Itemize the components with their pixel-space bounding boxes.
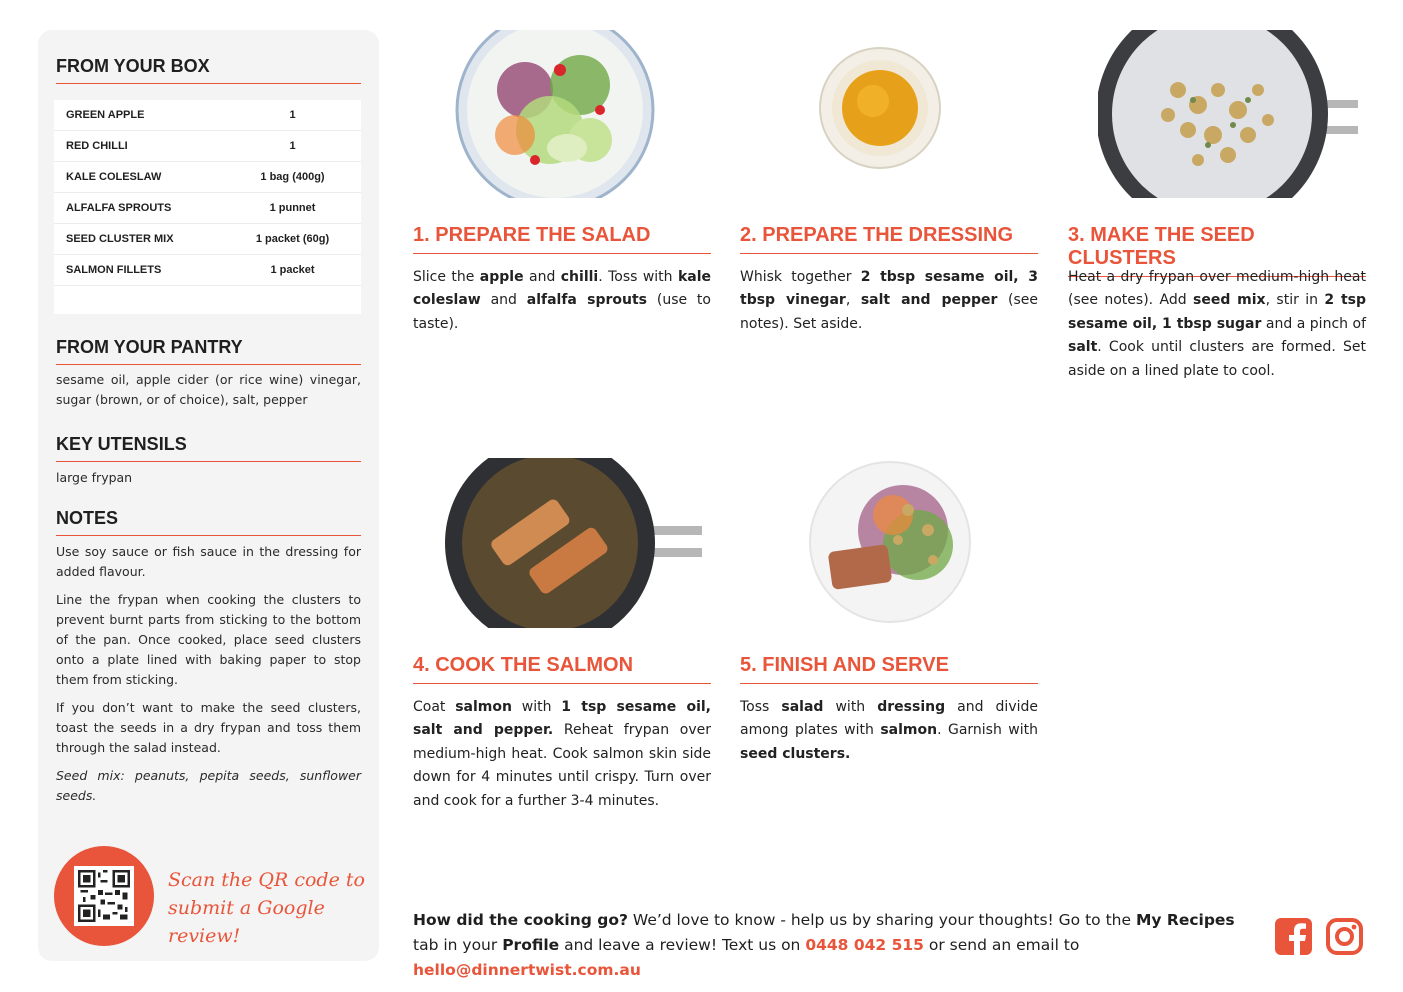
note-item: Use soy sauce or fish sauce in the dressing for added flavour. [56, 544, 361, 579]
ingredient-name: KALE COLESLAW [66, 171, 162, 183]
step-text: Toss [740, 699, 782, 715]
review-prompt [413, 908, 1263, 983]
step-5-title: 5. FINISH AND SERVE [740, 654, 1038, 684]
qr-caption-line: Scan the QR code to [168, 869, 365, 891]
box-ingredients-table [54, 100, 361, 314]
ingredient-qty: 1 packet [270, 264, 315, 276]
ingredient-name: SALMON FILLETS [66, 264, 162, 276]
step-ingredient-highlight: seed mix [1193, 292, 1266, 309]
step-1-title: 1. PREPARE THE SALAD [413, 224, 711, 254]
salad-bowl-image [455, 30, 655, 198]
footer-text: We’d love to know - help us by sharing your thoughts! Go to the [627, 911, 1136, 929]
qr-code-icon [74, 866, 134, 926]
ingredient-name: SEED CLUSTER MIX [66, 233, 174, 245]
step-3-title: 3. MAKE THE SEED CLUSTERS [1068, 224, 1366, 277]
step-text: and divide among plates with [740, 699, 1038, 739]
key-utensils-title: KEY UTENSILS [56, 434, 361, 462]
step-4-body [413, 696, 711, 813]
ingredient-qty: 1 packet (60g) [255, 233, 330, 245]
note-item: If you don’t want to make the seed clusters, toast the seeds in a dry frypan and toss them through the salad instead. [56, 700, 361, 755]
profile-link[interactable]: Profile [502, 936, 560, 954]
footer-text: or send an email to [923, 936, 1080, 954]
step-ingredient-highlight: salmon [455, 699, 512, 715]
salmon-pan-image [440, 458, 702, 628]
pantry-text: sesame oil, apple cider (or rice wine) vinegar, sugar (brown, or of choice), salt, pepper [56, 372, 361, 407]
step-text: and a pinch of [1261, 315, 1366, 332]
step-ingredient-highlight: 2 tsp sesame oil, 1 tbsp sugar [1068, 292, 1366, 332]
ingredient-name: GREEN APPLE [66, 109, 145, 121]
step-ingredient-highlight: salt [1068, 339, 1098, 356]
qr-code-badge[interactable] [54, 846, 154, 946]
ingredient-qty: 1 bag (400g) [260, 171, 325, 183]
note-item: Line the frypan when cooking the clusters to prevent burnt parts from sticking to the bottom of the pan. Once cooked, place seed clusters onto a plate lined with baking paper to stop them from sticking. [56, 592, 361, 687]
notes-title: NOTES [56, 508, 361, 536]
table-row [54, 193, 361, 224]
ingredients-sidebar [38, 30, 379, 961]
ingredient-qty: 1 [289, 140, 296, 152]
table-row [54, 100, 361, 131]
footer-text: and leave a review! Text us on [559, 936, 806, 954]
step-text: with [511, 699, 562, 715]
step-5-body [740, 696, 1038, 766]
step-text: , stir in [1265, 292, 1325, 309]
step-text: Whisk together [740, 269, 861, 285]
step-3-body [1068, 266, 1366, 383]
step-text: . Cook until clusters are formed. Set aside on a lined plate to cool. [1068, 339, 1366, 379]
phone-link[interactable]: 0448 042 515 [805, 936, 924, 954]
note-item: Seed mix: peanuts, pepita seeds, sunflower seeds. [56, 768, 361, 803]
step-2-body [740, 266, 1038, 336]
step-text: , [845, 292, 861, 309]
step-ingredient-highlight: apple [479, 269, 524, 285]
step-text: Slice the [413, 269, 480, 285]
notes-list [56, 542, 361, 814]
instagram-icon[interactable] [1326, 918, 1363, 955]
step-ingredient-highlight: salad [781, 699, 824, 715]
step-ingredient-highlight: alfalfa sprouts [526, 292, 648, 309]
ingredient-qty: 1 punnet [269, 202, 316, 214]
finished-dish-image [808, 460, 972, 624]
step-1-body [413, 266, 711, 336]
utensils-text: large frypan [56, 470, 133, 485]
review-question: How did the cooking go? [413, 911, 628, 929]
step-ingredient-highlight: 1 tsp sesame oil, salt and pepper. [413, 699, 711, 739]
step-ingredient-highlight: seed clusters. [740, 745, 851, 762]
qr-caption [168, 866, 368, 950]
step-ingredient-highlight: salt and pepper [860, 292, 998, 309]
ingredient-name: RED CHILLI [66, 140, 128, 152]
table-row [54, 255, 361, 286]
step-text: and [523, 269, 561, 285]
step-ingredient-highlight: chilli [560, 269, 599, 285]
from-your-pantry-title: FROM YOUR PANTRY [56, 337, 361, 365]
my-recipes-link[interactable]: My Recipes [1135, 911, 1235, 929]
facebook-icon[interactable] [1275, 918, 1312, 955]
step-ingredient-highlight: kale coleslaw [413, 269, 711, 309]
ingredient-name: ALFALFA SPROUTS [66, 202, 172, 214]
step-text: . Garnish with [937, 722, 1038, 739]
step-ingredient-highlight: salmon [880, 722, 938, 739]
footer-text: tab in your [413, 936, 503, 954]
step-text: Heat a dry frypan over medium-high heat (see notes). Add [1068, 269, 1366, 309]
ingredient-qty: 1 [289, 109, 296, 121]
step-ingredient-highlight: dressing [877, 699, 946, 715]
step-text: with [823, 699, 878, 715]
step-text: and [480, 292, 527, 309]
step-4-title: 4. COOK THE SALMON [413, 654, 711, 684]
qr-caption-line: submit a Google review! [168, 897, 325, 947]
from-your-box-title: FROM YOUR BOX [56, 56, 361, 84]
table-row [54, 162, 361, 193]
table-row [54, 131, 361, 162]
step-ingredient-highlight: 2 tbsp sesame oil, 3 tbsp vinegar [740, 269, 1038, 309]
dressing-bowl-image [818, 46, 942, 170]
table-row [54, 224, 361, 255]
step-text: Reheat frypan over medium-high heat. Cook salmon skin side down for 4 minutes until crispy. Turn over and cook for a further 3-4 minutes. [413, 722, 711, 809]
step-text: . Toss with [598, 269, 678, 285]
step-text: Coat [413, 699, 456, 715]
step-2-title: 2. PREPARE THE DRESSING [740, 224, 1038, 254]
step-text: (see notes). Set aside. [740, 292, 1039, 332]
email-link[interactable]: hello@dinnertwist.com.au [413, 961, 641, 979]
step-text: (use to taste). [413, 292, 711, 332]
seed-clusters-pan-image [1098, 30, 1358, 198]
